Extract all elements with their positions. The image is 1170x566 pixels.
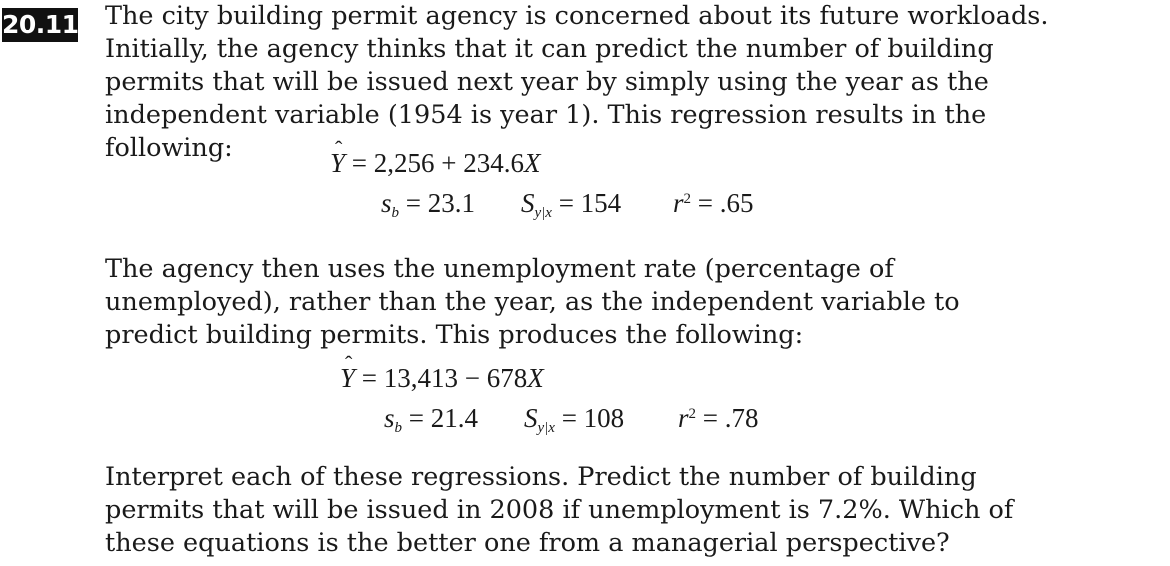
regression1-sb: $s_b = 23.1$ — [381, 188, 475, 221]
problem-middle: The agency then uses the unemployment rate (percentage of unemployed), rather than the year, as the independent variable to predict building permits. This produces the following: — [105, 254, 960, 350]
regression2-syx: $S_{y|x} = 108$ — [524, 403, 625, 436]
y-hat-symbol: ˆ Y — [330, 148, 345, 179]
regression2-equation — [340, 363, 544, 394]
regression1-equation-rhs: = 2,256 + 234.6 — [351, 148, 524, 178]
regression1-equation — [330, 148, 541, 179]
regression2-sb: $s_b = 21.4$ — [384, 403, 478, 436]
problem-number: 20.11 — [2, 8, 78, 42]
problem-intro: The city building permit agency is concerned about its future workloads. Initially, the agency thinks that it can predict the number of building permits that will be issued next year by simply using the year as the independent variable (1954 is year 1). This regression results in the following: — [105, 1, 1049, 163]
regression2-x-variable: X — [527, 363, 544, 393]
regression1-r2: $r^2 = .65$ — [673, 188, 754, 218]
regression2-equation-rhs: = 13,413 − 678 — [361, 363, 528, 393]
y-hat-symbol: ˆ Y — [340, 363, 355, 394]
regression1-x-variable: X — [524, 148, 541, 178]
regression1-syx: $S_{y|x} = 154$ — [521, 188, 622, 221]
problem-question: Interpret each of these regressions. Predict the number of building permits that will be issued in 2008 if unemployment is 7.2%. Which of these equations is the better one from a managerial perspective? — [105, 462, 1014, 558]
regression2-r2: $r^2 = .78$ — [678, 403, 759, 433]
